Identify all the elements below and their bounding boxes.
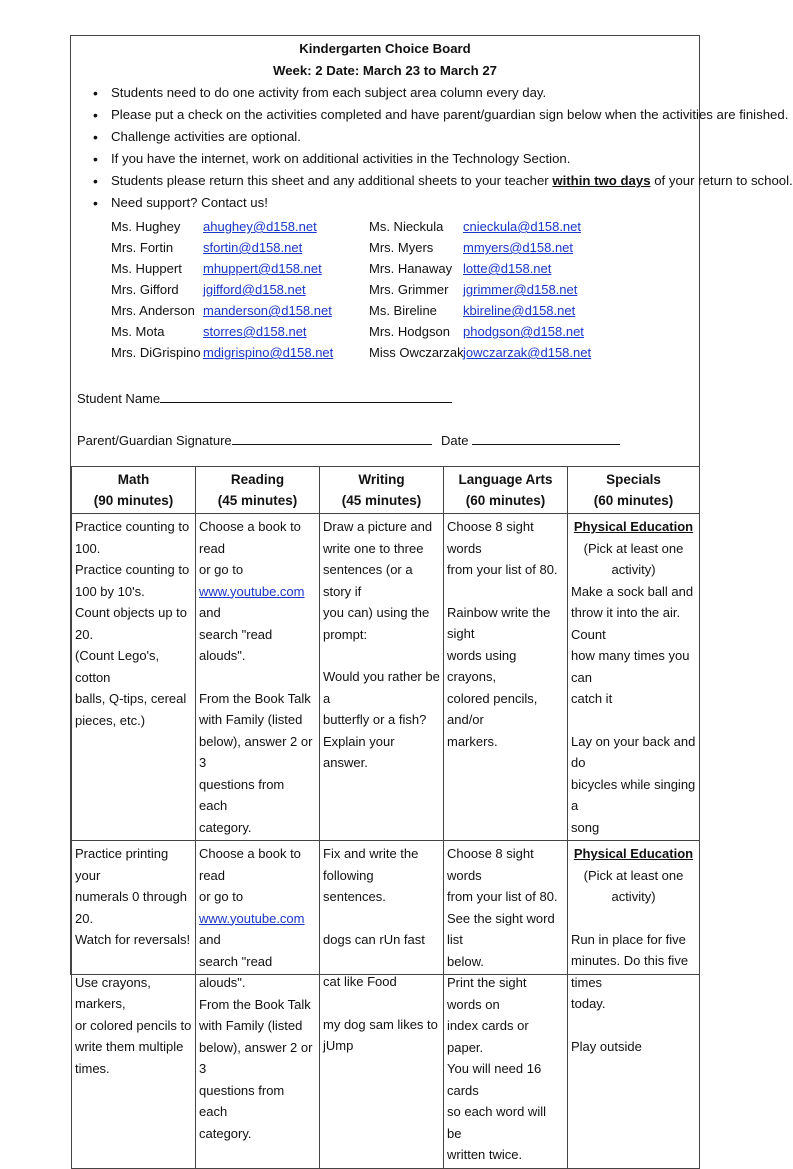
activity-text-line: bicycles while singing a <box>571 776 696 813</box>
activity-text-line: minutes. Do this five times <box>571 953 689 990</box>
activity-text-line: Rainbow write the sight <box>447 604 551 641</box>
signature-blank[interactable] <box>232 432 432 445</box>
activity-text-line: Specials <box>606 472 661 487</box>
teacher-name: Mrs. Hodgson <box>369 324 450 339</box>
teacher-name: Mrs. Hanaway <box>369 261 453 276</box>
activity-text-line: Practice counting to <box>75 562 190 577</box>
physical-education-heading: Physical Education <box>573 846 694 861</box>
activity-text-line: Fix and write the <box>323 846 419 861</box>
teacher-name: Ms. Bireline <box>369 303 437 318</box>
activity-text-line: song <box>571 819 600 835</box>
activity-text-line: Draw a picture and <box>323 519 433 534</box>
teacher-name: Mrs. Fortin <box>111 240 174 255</box>
activity-text-line: write them multiple <box>75 1039 184 1054</box>
activity-text-line: 100. <box>75 540 101 556</box>
activity-text-line: Print the sight words on <box>447 975 527 1012</box>
choice-board-sheet <box>70 35 793 1162</box>
activity-text-line: words using crayons, <box>447 647 517 684</box>
specials-activity-cell <box>568 514 700 841</box>
activity-text-line: today. <box>571 996 606 1011</box>
instructions-list <box>71 82 793 214</box>
teacher-email-link[interactable]: phodgson@d158.net <box>463 324 584 339</box>
week-date-line: Week: 2 Date: March 23 to March 27 <box>272 63 498 78</box>
activity-text-line: following sentences. <box>323 867 386 904</box>
teacher-name: Ms. Nieckula <box>369 219 444 234</box>
reading-activity-cell <box>196 841 320 1169</box>
activity-text-line: you can) using the <box>323 605 430 620</box>
teacher-email-link[interactable]: manderson@d158.net <box>203 303 332 318</box>
signature-field[interactable] <box>77 430 432 452</box>
student-name-label: Student Name <box>77 391 161 406</box>
teacher-name: Mrs. Myers <box>369 240 434 255</box>
teacher-name: Ms. Mota <box>111 324 165 339</box>
activity-text-line: See the sight word list <box>447 910 555 947</box>
activity-text-line: dogs can rUn fast <box>323 931 425 947</box>
activity-text-line: with Family (listed <box>199 712 303 727</box>
youtube-link[interactable]: www.youtube.com <box>199 910 305 926</box>
teacher-name: Ms. Huppert <box>111 261 182 276</box>
activity-text-line: Explain your answer. <box>323 733 395 770</box>
teacher-email-link[interactable]: cnieckula@d158.net <box>463 219 581 234</box>
activity-text-line: category. <box>199 1125 252 1141</box>
teacher-email-link[interactable]: kbireline@d158.net <box>463 303 576 318</box>
contact-row <box>111 321 691 342</box>
teacher-email-link[interactable]: storres@d158.net <box>203 324 307 339</box>
activity-text-line: from your list of 80. <box>447 889 558 904</box>
activity-text-line: sentences (or a story if <box>323 562 413 599</box>
student-name-field[interactable] <box>77 388 452 410</box>
contact-row <box>111 342 691 363</box>
board-header <box>71 36 793 466</box>
writing-activity-cell <box>320 514 444 841</box>
date-blank[interactable] <box>472 432 620 445</box>
activity-text-line: Make a sock ball and <box>571 583 694 599</box>
column-header-writing <box>320 467 444 514</box>
teacher-email-link[interactable]: mdigrispino@d158.net <box>203 345 334 360</box>
activity-text-line: prompt: <box>323 626 368 642</box>
activity-text-line: Choose 8 sight words <box>447 519 534 556</box>
teacher-email-link[interactable]: mmyers@d158.net <box>463 240 574 255</box>
reading-activity-cell <box>196 514 320 841</box>
teacher-email-link[interactable]: mhuppert@d158.net <box>203 261 322 276</box>
activity-text-line <box>199 581 316 624</box>
activity-text-line: catch it <box>571 691 613 706</box>
activity-text-line: how many times you can <box>571 648 690 685</box>
column-header-specials <box>568 467 700 514</box>
teacher-name: Mrs. DiGrispino <box>111 345 201 360</box>
activity-text-line: pieces, etc.) <box>75 712 146 728</box>
instruction-item: • Challenge activities are optional. <box>71 126 793 148</box>
activity-text-line: or go to <box>199 562 244 577</box>
activity-text-line: category. <box>199 819 252 835</box>
activity-text-line: (Count Lego's, cotton <box>75 648 160 685</box>
activity-text-line: times. <box>75 1060 110 1076</box>
activity-text-line: write one to three <box>323 540 424 556</box>
activity-text-line: questions from each <box>199 776 285 813</box>
teacher-email-link[interactable]: ahughey@d158.net <box>203 219 317 234</box>
specials-activity-cell <box>568 841 700 1169</box>
instruction-item: • Need support? Contact us! <box>71 192 793 214</box>
activity-text-line: (60 minutes) <box>593 493 674 508</box>
activity-text-line: (60 minutes) <box>465 493 546 508</box>
activity-text-line: search "read alouds". <box>199 953 273 990</box>
activity-text-line <box>199 908 316 951</box>
activity-text-line: questions from each <box>199 1082 285 1119</box>
page-title: Kindergarten Choice Board <box>299 41 471 56</box>
contact-row <box>111 237 691 258</box>
spacer <box>75 951 192 972</box>
activity-text-line: Choose 8 sight words <box>447 846 534 883</box>
teacher-email-link[interactable]: sfortin@d158.net <box>203 240 303 255</box>
spacer <box>199 667 316 688</box>
activity-text-line: (90 minutes) <box>93 493 174 508</box>
instruction-item: • Please put a check on the activities completed and have parent/guardian sign below when the activities are finished. <box>71 104 793 126</box>
language-arts-activity-cell <box>444 514 568 841</box>
activity-text-line: Watch for reversals! <box>75 932 191 947</box>
activity-text-line: numerals 0 through 20. <box>75 889 188 926</box>
activity-text-line: Lay on your back and do <box>571 733 696 770</box>
teacher-name: Mrs. Anderson <box>111 303 195 318</box>
youtube-link[interactable]: www.youtube.com <box>199 583 305 599</box>
math-activity-cell <box>72 514 196 841</box>
activity-text-line: Reading <box>230 472 285 487</box>
activity-text-line: Use crayons, markers, <box>75 974 151 1011</box>
teacher-email-link[interactable]: lotte@d158.net <box>463 261 552 276</box>
activity-text-line: search "read alouds". <box>199 626 273 663</box>
date-label: Date <box>441 433 469 448</box>
activity-text-line: Choose a book to read <box>199 846 301 883</box>
activity-text-line: Count objects up to 20. <box>75 605 188 642</box>
activity-text-line: Practice printing your <box>75 846 169 883</box>
activity-text-line: colored pencils, and/or <box>447 690 538 727</box>
physical-education-heading: Physical Education <box>573 519 694 534</box>
instruction-text-tail: of your return to school. <box>650 173 793 188</box>
activity-text-fragment: and <box>199 932 221 947</box>
student-name-blank[interactable] <box>160 390 452 403</box>
contact-row <box>111 258 691 279</box>
writing-activity-cell <box>320 841 444 1169</box>
contact-row <box>111 300 691 321</box>
activity-text-line: balls, Q-tips, cereal <box>75 691 187 706</box>
activity-text-line: Choose a book to read <box>199 519 301 556</box>
signature-label: Parent/Guardian Signature <box>77 433 232 448</box>
teacher-email-link[interactable]: jgifford@d158.net <box>203 282 306 297</box>
activity-text-line: Play outside <box>571 1038 642 1054</box>
activity-text-line: or colored pencils to <box>75 1017 192 1033</box>
activity-text-line: written twice. <box>447 1147 523 1162</box>
activity-text-line: throw it into the air. Count <box>571 605 681 642</box>
table-row <box>72 841 700 1169</box>
spacer <box>323 993 440 1014</box>
table-row <box>72 514 700 841</box>
activity-text-line: Math <box>117 472 150 487</box>
spacer <box>571 908 696 929</box>
contact-row <box>111 279 691 300</box>
table-header-row <box>72 467 700 514</box>
activity-text-line: my dog sam likes to <box>323 1016 438 1032</box>
teacher-name: Mrs. Grimmer <box>369 282 449 297</box>
activity-text-line: jUmp <box>323 1038 354 1053</box>
activity-text-line: butterfly or a fish? <box>323 712 427 727</box>
activity-text-line: markers. <box>447 733 498 749</box>
instruction-item <box>71 170 793 192</box>
activity-text-line: From the Book Talk <box>199 690 311 706</box>
column-header-language-arts <box>444 467 568 514</box>
activity-text-line: (45 minutes) <box>217 493 298 508</box>
activity-text-line: (45 minutes) <box>341 493 422 508</box>
activity-text-line: cat like Food <box>323 974 397 989</box>
spacer <box>323 908 440 929</box>
contact-row <box>111 216 691 237</box>
activity-text-line: From the Book Talk <box>199 996 311 1012</box>
activity-text-line: Language Arts <box>458 472 553 487</box>
activity-text-line: from your list of 80. <box>447 562 558 577</box>
activity-text-line: Run in place for five <box>571 931 686 947</box>
activity-text-line: (Pick at least one activity) <box>583 867 684 904</box>
column-header-reading <box>196 467 320 514</box>
activity-text-line: (Pick at least one activity) <box>583 540 684 577</box>
language-arts-activity-cell <box>444 841 568 1169</box>
activity-table <box>71 466 700 1169</box>
activity-text-line: below. <box>447 953 484 969</box>
activity-text-line: Writing <box>358 472 405 487</box>
activity-text-line: below), answer 2 or 3 <box>199 733 313 770</box>
spacer <box>447 581 564 602</box>
activity-text-line: Practice counting to <box>75 519 190 534</box>
activity-text-line: 100 by 10's. <box>75 583 145 599</box>
instruction-emphasis: within two days <box>552 173 651 188</box>
column-header-math <box>72 467 196 514</box>
contact-list <box>111 216 691 363</box>
instruction-item: • If you have the internet, work on additional activities in the Technology Section. <box>71 148 793 170</box>
activity-text-fragment: and <box>199 605 221 620</box>
activity-text-line: or go to <box>199 889 244 904</box>
activity-text-line: Would you rather be a <box>323 669 440 706</box>
activity-text-line: below), answer 2 or 3 <box>199 1039 313 1076</box>
spacer <box>323 645 440 666</box>
spacer <box>323 950 440 971</box>
teacher-name: Mrs. Gifford <box>111 282 179 297</box>
math-activity-cell <box>72 841 196 1169</box>
instruction-item: • Students need to do one activity from each subject area column every day. <box>71 82 793 104</box>
teacher-email-link[interactable]: jowczarzak@d158.net <box>463 345 592 360</box>
activity-text-line: index cards or paper. <box>447 1018 529 1055</box>
spacer <box>571 1015 696 1036</box>
spacer <box>571 710 696 731</box>
activity-text-line: with Family (listed <box>199 1018 303 1033</box>
date-field[interactable] <box>441 430 620 452</box>
teacher-name: Miss Owczarzak <box>369 345 464 360</box>
teacher-name: Ms. Hughey <box>111 219 181 234</box>
activity-text-line: so each word will be <box>447 1104 546 1141</box>
activity-text-line: You will need 16 cards <box>447 1061 542 1098</box>
instruction-text: Students please return this sheet and any additional sheets to your teacher <box>111 173 553 188</box>
teacher-email-link[interactable]: jgrimmer@d158.net <box>463 282 578 297</box>
